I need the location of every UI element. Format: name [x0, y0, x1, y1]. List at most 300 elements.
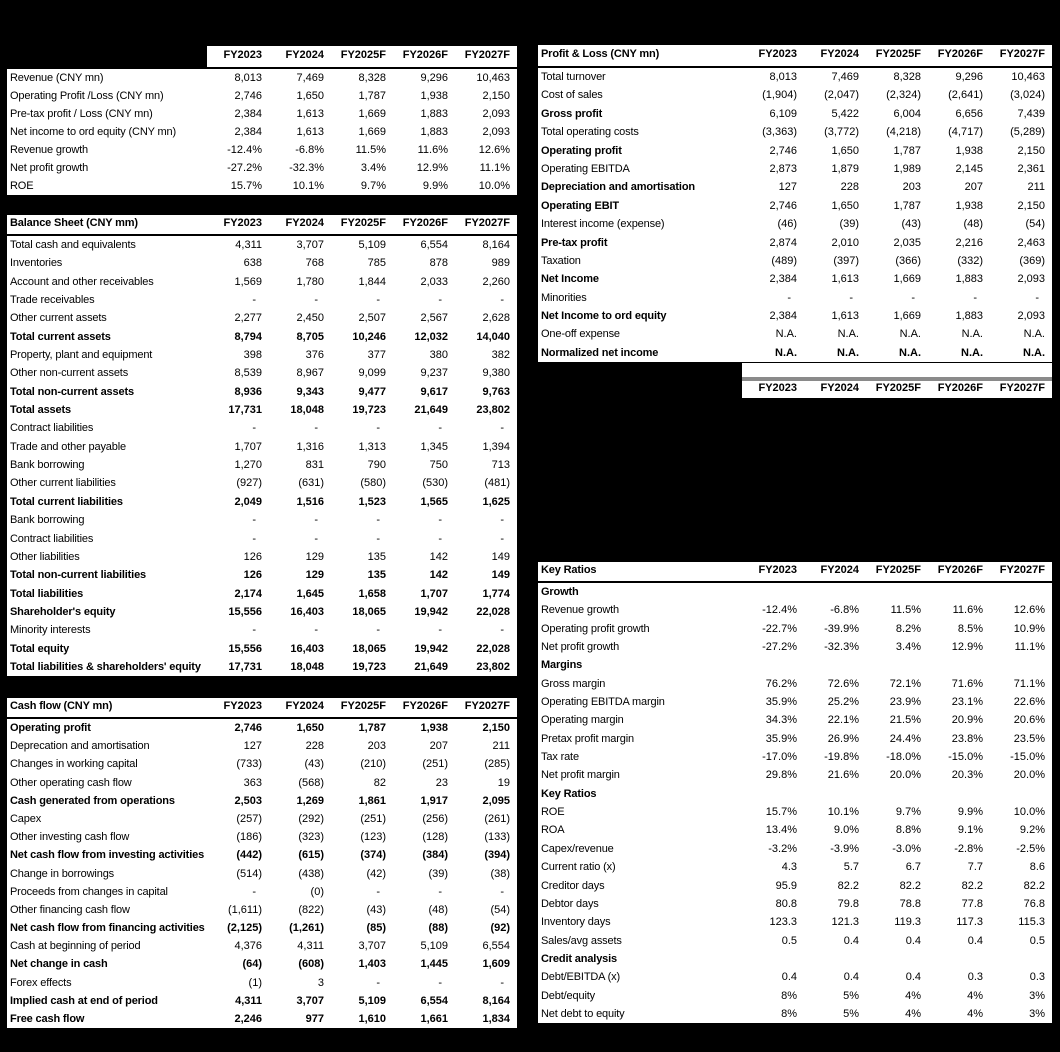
table-row: [7, 291, 517, 309]
column-header: FY2024: [804, 45, 866, 66]
table-row: [7, 419, 517, 437]
table-row: [538, 821, 1052, 839]
cell-value: 5%: [843, 1007, 859, 1020]
cell-value: 1,669: [358, 108, 386, 120]
cell-value: 228: [840, 181, 859, 194]
cell-value: (210): [360, 758, 386, 771]
cell-value: 2,010: [831, 236, 859, 249]
cell-value: (133): [484, 831, 510, 844]
row-label: Operating profit growth: [541, 622, 650, 635]
cell-value: 0.4: [781, 971, 797, 984]
cell-value: 142: [429, 569, 448, 582]
cell-value: 1,787: [893, 199, 921, 212]
table-row: [7, 87, 517, 105]
cell-value: 19,723: [352, 660, 386, 673]
cell-value: (615): [298, 849, 324, 862]
cell-value: (397): [833, 254, 859, 267]
cell-value: -27.2%: [227, 162, 262, 174]
table-row: [7, 438, 517, 456]
cell-value: 11.5%: [355, 144, 386, 156]
column-header: FY2027F: [990, 381, 1052, 398]
cell-value: (3,772): [824, 126, 859, 139]
cell-value: 4%: [905, 1007, 921, 1020]
cell-value: 2,035: [893, 236, 921, 249]
column-header: FY2026F: [928, 381, 990, 398]
cell-value: 12.6%: [478, 144, 510, 156]
row-label: Operating EBIT: [541, 199, 619, 212]
table-title: Profit & Loss (CNY mn): [538, 45, 742, 66]
cell-value: [804, 950, 866, 968]
cell-value: 1,650: [296, 90, 324, 102]
cell-value: 10.1%: [292, 180, 324, 192]
cell-value: 20.3%: [951, 769, 983, 782]
cell-value: 8.8%: [895, 824, 921, 837]
table-row: [538, 620, 1052, 638]
cell-value: 9.1%: [957, 824, 983, 837]
row-label: Bank borrowing: [10, 459, 85, 472]
cell-value: -: [376, 885, 380, 898]
cell-value: 2,095: [482, 794, 510, 807]
cell-value: 123.3: [769, 916, 797, 929]
cell-value: 2,567: [420, 312, 448, 325]
cell-value: N.A.: [775, 346, 797, 359]
row-label: Implied cash at end of period: [10, 994, 158, 1007]
column-header: FY2023: [742, 381, 804, 398]
cell-value: 127: [243, 740, 262, 753]
cell-value: 3%: [1029, 989, 1045, 1002]
table-row: [538, 307, 1052, 325]
cell-value: 9.2%: [1019, 824, 1045, 837]
cell-value: -: [787, 291, 791, 304]
table-row: [7, 141, 517, 159]
cell-value: 2,746: [769, 144, 797, 157]
cell-value: (374): [360, 849, 386, 862]
cell-value: (438): [298, 867, 324, 880]
table-row: [538, 325, 1052, 343]
cell-value: 5%: [843, 989, 859, 1002]
row-label: Shareholder's equity: [10, 605, 116, 618]
cell-value: (2,125): [227, 922, 262, 935]
cell-value: -: [438, 532, 442, 545]
table-row: [7, 548, 517, 566]
row-label: Deprecation and amortisation: [10, 740, 150, 753]
cell-value: 8,164: [482, 994, 510, 1007]
cell-value: 2,093: [482, 108, 510, 120]
table-row: [538, 344, 1052, 362]
cell-value: 1,645: [296, 587, 324, 600]
row-label: Other non-current assets: [10, 367, 129, 380]
row-label: Capex/revenue: [541, 842, 614, 855]
cell-value: 22.6%: [1013, 696, 1045, 709]
cell-value: 21.5%: [889, 714, 921, 727]
cell-value: 1,989: [893, 162, 921, 175]
cell-value: 6.7: [905, 861, 921, 874]
cell-value: (580): [360, 477, 386, 490]
cell-value: (54): [1025, 218, 1045, 231]
table-row: [7, 273, 517, 291]
cell-value: N.A.: [837, 346, 859, 359]
column-header: FY2026F: [928, 562, 990, 581]
table-row: [7, 755, 517, 773]
cell-value: 11.1%: [1014, 641, 1045, 654]
table-row: [538, 123, 1052, 141]
cell-value: -12.4%: [227, 144, 262, 156]
column-header: FY2024: [804, 381, 866, 398]
cell-value: 0.4: [967, 934, 983, 947]
cell-value: 3,707: [296, 239, 324, 251]
table-row: [538, 1005, 1052, 1023]
row-label: ROE: [541, 806, 565, 819]
table-row: [538, 160, 1052, 178]
cell-value: 207: [429, 740, 448, 753]
table-row: [538, 638, 1052, 656]
cell-value: 1,669: [893, 310, 921, 323]
cell-value: 398: [243, 349, 262, 362]
cell-value: -: [500, 624, 504, 637]
row-label: Net change in cash: [10, 958, 108, 971]
cell-value: 1,661: [420, 1013, 448, 1025]
cell-value: 10,463: [1011, 71, 1045, 83]
cell-value: 72.1%: [889, 677, 921, 690]
cell-value: (92): [490, 922, 510, 935]
cell-value: 20.6%: [1013, 714, 1045, 727]
cell-value: 15.7%: [230, 180, 262, 192]
cell-value: 12.6%: [1013, 604, 1045, 617]
row-label: Total liabilities & shareholders' equity: [10, 660, 201, 673]
cell-value: [990, 950, 1052, 968]
column-header: FY2025F: [331, 46, 393, 67]
cell-value: 1,613: [296, 108, 324, 120]
row-label: Total turnover: [541, 71, 606, 83]
cell-value: -12.4%: [762, 604, 797, 617]
cell-value: [804, 785, 866, 803]
cell-value: 7,439: [1017, 107, 1045, 120]
cell-value: 1,844: [358, 275, 386, 288]
table-row: [7, 919, 517, 937]
cell-value: 1,345: [420, 440, 448, 453]
empty-row: [742, 363, 1052, 377]
cell-value: 8,967: [296, 367, 324, 380]
cell-value: -: [438, 976, 442, 989]
cell-value: 9.7%: [895, 806, 921, 819]
row-label: Capex: [10, 812, 42, 825]
row-label: Forex effects: [10, 976, 72, 989]
cell-value: -39.9%: [824, 622, 859, 635]
cell-value: 17,731: [228, 660, 262, 673]
table-row: [538, 803, 1052, 821]
table-row: [7, 530, 517, 548]
table-row: [7, 883, 517, 901]
cell-value: -19.8%: [824, 751, 859, 764]
profit-loss-table: [538, 45, 1052, 362]
cell-value: [804, 583, 866, 601]
cell-value: 10,246: [352, 330, 386, 343]
cell-value: 1,650: [831, 199, 859, 212]
cell-value: 9.7%: [360, 180, 386, 192]
cell-value: -: [376, 294, 380, 307]
table-header-row: [742, 381, 1052, 400]
table-row: [7, 177, 517, 195]
row-label: Minorities: [541, 291, 587, 304]
cell-value: 1,669: [358, 126, 386, 138]
row-label: Bank borrowing: [10, 514, 85, 527]
table-row: [7, 105, 517, 123]
cell-value: N.A.: [775, 328, 797, 341]
cell-value: (43): [901, 218, 921, 231]
cell-value: (332): [957, 254, 983, 267]
cell-value: (5,289): [1010, 126, 1045, 139]
cell-value: (38): [490, 867, 510, 880]
row-label: Minority interests: [10, 624, 91, 637]
cell-value: 977: [305, 1013, 324, 1025]
column-header: FY2027F: [455, 698, 517, 717]
cell-value: 1,883: [955, 273, 983, 286]
row-label: Operating profit: [10, 722, 91, 734]
cell-value: 1,609: [482, 958, 510, 971]
cell-value: 228: [305, 740, 324, 753]
cell-value: -: [314, 514, 318, 527]
cell-value: 9.9%: [957, 806, 983, 819]
row-label: Pretax profit margin: [541, 732, 634, 745]
cell-value: 12.9%: [416, 162, 448, 174]
cell-value: -: [500, 532, 504, 545]
cell-value: 7,469: [296, 72, 324, 84]
cell-value: 26.9%: [827, 732, 859, 745]
cell-value: 1,707: [234, 440, 262, 453]
row-label: Taxation: [541, 254, 581, 267]
row-label: Cash generated from operations: [10, 794, 175, 807]
cell-value: 5,422: [831, 107, 859, 120]
cell-value: 8,013: [769, 71, 797, 83]
cell-value: 12.9%: [951, 641, 983, 654]
cell-value: (54): [490, 903, 510, 916]
row-label: Operating margin: [541, 714, 624, 727]
table-row: [7, 383, 517, 401]
table-row: [7, 737, 517, 755]
row-label: Pre-tax profit: [541, 236, 608, 249]
cell-value: -27.2%: [762, 641, 797, 654]
row-label: Total cash and equivalents: [10, 239, 136, 251]
cell-value: -: [376, 976, 380, 989]
cell-value: (733): [236, 758, 262, 771]
row-label: Total non-current assets: [10, 385, 134, 398]
cell-value: -: [849, 291, 853, 304]
cell-value: (394): [484, 849, 510, 862]
cell-value: 78.8: [899, 897, 921, 910]
cell-value: 2,873: [769, 162, 797, 175]
cell-value: 22.1%: [827, 714, 859, 727]
cell-value: (1): [248, 976, 262, 989]
cell-value: 135: [367, 569, 386, 582]
cell-value: 149: [491, 550, 510, 563]
cell-value: 79.8: [837, 897, 859, 910]
cell-value: -3.9%: [830, 842, 859, 855]
row-label: Change in borrowings: [10, 867, 115, 880]
column-header: FY2025F: [331, 698, 393, 717]
row-label: One-off expense: [541, 328, 620, 341]
cell-value: [866, 950, 928, 968]
cell-value: 8,539: [234, 367, 262, 380]
table-row: [7, 328, 517, 346]
cell-value: (85): [366, 922, 386, 935]
cell-value: 11.6%: [417, 144, 448, 156]
cell-value: 2,450: [296, 312, 324, 325]
cell-value: 3.4%: [895, 641, 921, 654]
row-label: Other operating cash flow: [10, 776, 132, 789]
table-row: [538, 105, 1052, 123]
cell-value: -: [500, 976, 504, 989]
cell-value: 1,445: [420, 958, 448, 971]
table-row: [7, 937, 517, 955]
cell-value: 4,311: [235, 239, 262, 251]
cell-value: 23.8%: [951, 732, 983, 745]
cell-value: (39): [839, 218, 859, 231]
table-row: [538, 895, 1052, 913]
cell-value: -: [314, 624, 318, 637]
row-label: Net profit margin: [541, 769, 620, 782]
cell-value: 6,554: [420, 239, 448, 251]
table-row: [538, 711, 1052, 729]
cell-value: 9.0%: [833, 824, 859, 837]
cell-value: 2,093: [1017, 273, 1045, 286]
cell-value: 9,763: [482, 385, 510, 398]
row-label: Net debt to equity: [541, 1007, 625, 1020]
cell-value: -: [438, 422, 442, 435]
cell-value: 1,707: [420, 587, 448, 600]
table-row: [538, 601, 1052, 619]
cell-value: -3.2%: [768, 842, 797, 855]
row-label: Other current liabilities: [10, 477, 116, 490]
cell-value: (43): [304, 758, 324, 771]
cell-value: 2,093: [482, 126, 510, 138]
cell-value: (285): [484, 758, 510, 771]
cell-value: -: [314, 422, 318, 435]
cell-value: 1,569: [234, 275, 262, 288]
cell-value: 82.2: [899, 879, 921, 892]
cell-value: 1,516: [296, 495, 324, 508]
cell-value: 1,834: [482, 1013, 510, 1025]
cell-value: (292): [298, 812, 324, 825]
cell-value: 10.1%: [827, 806, 859, 819]
row-label: Sales/avg assets: [541, 934, 622, 947]
cell-value: 20.0%: [889, 769, 921, 782]
cell-value: (2,047): [824, 89, 859, 102]
cell-value: -: [252, 624, 256, 637]
cell-value: (568): [298, 776, 324, 789]
row-label: Property, plant and equipment: [10, 349, 153, 362]
column-header: FY2023: [207, 698, 269, 717]
row-label: Interest income (expense): [541, 218, 665, 231]
row-label: ROE: [10, 180, 34, 192]
cell-value: 2,503: [234, 794, 262, 807]
cell-value: 785: [367, 257, 386, 270]
cell-value: 15.7%: [765, 806, 797, 819]
column-header: FY2024: [269, 46, 331, 67]
row-label: Free cash flow: [10, 1013, 85, 1025]
cell-value: [742, 583, 804, 601]
cell-value: (4,218): [886, 126, 921, 139]
cell-value: 1,610: [358, 1013, 386, 1025]
cell-value: -: [376, 624, 380, 637]
row-label: Proceeds from changes in capital: [10, 885, 168, 898]
fy-column-header-row: [742, 381, 1052, 400]
cell-value: 149: [491, 569, 510, 582]
table-row: [7, 792, 517, 810]
cell-value: (442): [236, 849, 262, 862]
cell-value: (384): [422, 849, 448, 862]
cell-value: 1,938: [420, 722, 448, 734]
cell-value: 5.7: [843, 861, 859, 874]
row-label: Total non-current liabilities: [10, 569, 147, 582]
cell-value: N.A.: [1023, 346, 1045, 359]
row-label: Total liabilities: [10, 587, 84, 600]
cell-value: 127: [778, 181, 797, 194]
table-row: [7, 1010, 517, 1028]
table-row: [7, 603, 517, 621]
cell-value: (48): [963, 218, 983, 231]
row-label: Pre-tax profit / Loss (CNY mn): [10, 108, 153, 120]
table-row: [538, 86, 1052, 104]
row-label: ROA: [541, 824, 565, 837]
row-label: Net cash flow from financing activities: [10, 922, 205, 935]
row-label: Other financing cash flow: [10, 903, 130, 916]
cell-value: 82.2: [837, 879, 859, 892]
cell-value: 1,523: [358, 495, 386, 508]
table-row: [538, 197, 1052, 215]
table-title: Cash flow (CNY mn): [7, 698, 207, 717]
cell-value: 17,731: [228, 404, 262, 417]
cell-value: 4.3: [781, 861, 797, 874]
cell-value: 80.8: [775, 897, 797, 910]
cell-value: 878: [429, 257, 448, 270]
cell-value: 2,384: [769, 310, 797, 323]
cell-value: 4%: [905, 989, 921, 1002]
cell-value: (481): [484, 477, 510, 490]
cell-value: -15.0%: [1010, 751, 1045, 764]
cell-value: -: [500, 885, 504, 898]
cell-value: -3.0%: [892, 842, 921, 855]
cell-value: 0.5: [1029, 934, 1045, 947]
cell-value: 768: [305, 257, 324, 270]
cell-value: 119.3: [894, 916, 921, 929]
row-label: Key Ratios: [541, 787, 597, 800]
cell-value: 82.2: [1023, 879, 1045, 892]
cell-value: 5,109: [420, 940, 448, 953]
table-row: [538, 840, 1052, 858]
table-row: [7, 658, 517, 676]
cell-value: 71.1%: [1013, 677, 1045, 690]
cell-value: 23: [435, 776, 448, 789]
cell-value: -: [376, 532, 380, 545]
cell-value: 831: [305, 459, 324, 472]
table-row: [538, 785, 1052, 803]
cell-value: (530): [422, 477, 448, 490]
table-row: [538, 748, 1052, 766]
cell-value: (2,324): [886, 89, 921, 102]
cell-value: [928, 583, 990, 601]
table-row: [7, 865, 517, 883]
cell-value: 1,883: [955, 310, 983, 323]
cell-value: 19,942: [414, 605, 448, 618]
cell-value: -: [500, 294, 504, 307]
cell-value: 82: [373, 776, 386, 789]
row-label: Total assets: [10, 404, 71, 417]
table-row: [7, 309, 517, 327]
cell-value: 1,938: [955, 144, 983, 157]
column-header: FY2027F: [455, 215, 517, 234]
column-header: FY2023: [207, 215, 269, 234]
cell-value: 376: [305, 349, 324, 362]
